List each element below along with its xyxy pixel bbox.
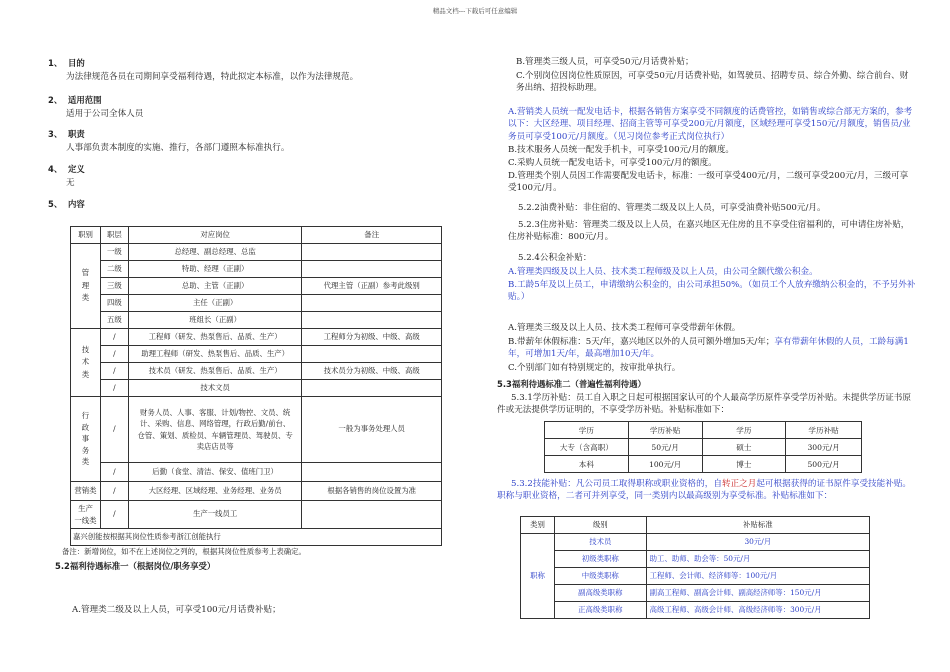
skill-amount: 助工、助师、助会等：50元/月 [646,551,869,568]
table-row [71,397,442,463]
fuel-allowance: 5.2.2油费补贴：非住宿的、管理类二级及以上人员，可享受油费补贴500元/月。 [518,203,826,213]
header-cell: 学历补贴 [786,422,862,439]
skill-amount: 30元/月 [646,534,869,551]
leave-b-line [508,336,916,361]
fund-b-line: B.工龄5年及以上员工，申请缴纳公积金的，由公司承担50%。（如员工个人放弃缴纳公积金的，不予另外补贴。） [508,280,916,303]
section-4-body: 无 [66,178,75,188]
edu-allowance-text: 5.3.1学历补贴：员工自入职之日起可根据国家认可的个人最高学历原件享受学历补贴。未提供学历证书原件或无法提供学历证明的，不享受学历补贴。补贴标准如下： [497,393,911,416]
table-row [521,585,870,602]
level-cell: / [100,329,128,346]
fund-title: 5.2.4公积金补贴： [518,253,592,263]
edu-header-row [545,422,862,439]
header-cell: 对应岗位 [128,227,302,244]
housing-allowance: 5.2.3住房补贴：管理类二级及以上人员，在嘉兴地区无住房的且不享受住宿福利的，可申请住房补贴，住房补贴标准：800元/月。 [508,220,910,243]
table-footer: 嘉兴创能按根据其岗位性质参考浙江创能执行 [71,529,442,546]
group-label-management: 管 理 类 [71,244,101,329]
leave-b-blue-text: 享有带薪年休假的人员，工龄每满1年，可增加1天/年，最高增加10天/年。 [508,337,909,360]
skill-header-row [521,517,870,534]
group-label-admin: 行 政 事 务 类 [71,397,101,482]
level-cell: / [100,380,128,397]
post-cell: 技术文员 [128,380,302,397]
leave-c-line: C.个别部门如有特别规定的，按审批单执行。 [508,363,681,373]
skill-level: 正高级类职称 [554,602,646,619]
table-row [71,312,442,329]
phone-d2-line: D.管理类个别人员因工作需要配发电话卡，标准：一级可享受400元/月，二级可享受200元/月，三级可享受100元/月。 [508,171,909,194]
level-cell: / [100,346,128,363]
leave-b-text: B.带薪年休假标准：5天/年，嘉兴地区以外的人员可额外增加5天/年； [508,337,775,347]
group-label-production: 生产 一线类 [71,501,101,529]
table-row [545,456,862,473]
table-row [71,346,442,363]
note-cell [302,261,442,278]
note-cell [302,463,442,482]
level-cell: / [100,363,128,380]
level-cell: / [100,397,128,463]
section-5-title: 5、 内容 [48,199,85,209]
phone-c-line: C.个别岗位因岗位性质原因，可享受50元/月话费补贴，如驾驶员、招聘专员、综合外勤、综合前台、财务出纳、招投标助理。 [516,71,909,94]
post-cell: 大区经理、区域经理、业务经理、业务员 [128,482,302,501]
post-cell: 主任（正副） [128,295,302,312]
header-cell: 备注 [302,227,442,244]
section-1-body: 为法律规范各员在司期间享受福利待遇，特此拟定本标准，以作为法律规范。 [66,72,359,82]
level-cell: 一级 [100,244,128,261]
section-3-body: 人事部负责本制度的实施、推行，各部门遵照本标准执行。 [66,143,290,153]
phone-c2-line: C.采购人员统一配发电话卡，可享受100元/月的额度。 [508,158,717,168]
post-cell: 助理工程师（研发、热泵售后、品质、生产） [128,346,302,363]
note-cell [302,312,442,329]
fund-a-line: A.管理类四级及以上人员、技术类工程师级及以上人员，由公司全额代缴公积金。 [508,267,818,277]
note-cell [302,295,442,312]
level-cell: / [100,501,128,529]
post-cell: 总助、主管（正副） [128,278,302,295]
table-row [71,244,442,261]
post-cell: 工程师（研发、热泵售后、品质、生产） [128,329,302,346]
table-header-row [71,227,442,244]
section-1-title: 1、 目的 [48,58,85,68]
table-row [521,568,870,585]
group-label-marketing: 营销类 [71,482,101,501]
level-cell: 二级 [100,261,128,278]
marketing-phone-block: A.营销类人员统一配发电话卡，根据各销售方案享受不同额度的话费管控，如销售或综合部无方案的，参考以下：大区经理、项目经理、招商主管等可享受200元/月额度，区域经理可享受150元/月额度，销售员/业务员可享受100元/月额度。（见习岗位参考正式岗位执行） [508,107,913,142]
section-2-body: 适用于公司全体人员 [66,109,144,119]
edu-cell: 100元/月 [628,456,702,473]
phone-b2-line: B.技术服务人员统一配发手机卡，可享受100元/月的额度。 [508,145,735,155]
header-cell: 级别 [554,517,646,534]
skill-text-1: 5.3.2技能补贴：凡公司员工取得职称或职业资格的，自 [511,479,722,489]
table-row [71,295,442,312]
post-cell: 特助、经理（正副） [128,261,302,278]
skill-text-2: 起可根据获得的证书原件享受技能补贴。职称与职业资格，二者可并列享受，同一类别内以最高级别为享受标准。补贴标准如下： [497,479,912,502]
level-cell: 四级 [100,295,128,312]
level-cell: / [100,463,128,482]
s52-a-line: A.管理类二级及以上人员，可享受100元/月话费补贴； [72,605,281,615]
header-cell: 学历补贴 [628,422,702,439]
level-cell: 五级 [100,312,128,329]
post-cell: 后勤（食堂、清洁、保安、值班门卫） [128,463,302,482]
position-table [70,226,442,546]
edu-cell: 500元/月 [786,456,862,473]
skill-category: 职称 [521,534,555,619]
page-header: 精品文档---下载后可任意编辑 [432,7,518,15]
note-cell [302,346,442,363]
edu-cell: 50元/月 [628,439,702,456]
header-cell: 补贴标准 [646,517,869,534]
note-cell: 根据各销售的岗位设置为准 [302,482,442,501]
skill-level: 副高级类职称 [554,585,646,602]
post-cell: 技术员（研发、热泵售后、品质、生产） [128,363,302,380]
skill-level: 中级类职称 [554,568,646,585]
note-cell: 技术员分为初级、中级、高级 [302,363,442,380]
post-cell: 班组长（正副） [128,312,302,329]
post-cell: 总经理、副总经理、总监 [128,244,302,261]
table-row [71,278,442,295]
note-cell [302,380,442,397]
skill-amount: 高级工程师、高级会计师、高级经济师等：300元/月 [646,602,869,619]
level-cell: / [100,482,128,501]
header-cell: 学历 [545,422,629,439]
section-5-2-title: 5.2福利待遇标准一（根据岗位/职务享受） [55,561,216,571]
skill-level: 技术员 [554,534,646,551]
header-cell: 职别 [71,227,101,244]
edu-table [544,421,862,473]
note-cell [302,501,442,529]
note-cell: 代理主管（正副）参考此级别 [302,278,442,295]
note-cell [302,244,442,261]
table-row [71,501,442,529]
edu-cell: 硕士 [702,439,786,456]
table-footer-row [71,529,442,546]
skill-level: 初级类职称 [554,551,646,568]
table-note: 备注：新增岗位，如不在上述岗位之列的，根据其岗位性质参考上表确定。 [62,547,306,556]
skill-text-red: 转正之月 [721,479,757,489]
header-cell: 学历 [702,422,786,439]
table-row [545,439,862,456]
header-cell: 类别 [521,517,555,534]
section-2-title: 2、 适用范围 [48,95,102,105]
section-5-3-title: 5.3福利待遇标准二（普遍性福利待遇） [497,379,646,389]
table-row [71,329,442,346]
skill-table [520,516,870,619]
table-row [71,482,442,501]
level-cell: 三级 [100,278,128,295]
table-row [521,602,870,619]
table-row [71,363,442,380]
table-row [521,551,870,568]
table-row [521,534,870,551]
section-4-title: 4、 定义 [48,164,85,174]
table-row [71,380,442,397]
table-row [71,261,442,278]
edu-cell: 大专（含高职） [545,439,629,456]
skill-amount: 副高工程师、副高会计师、副高经济师等：150元/月 [646,585,869,602]
post-cell: 生产一线员工 [128,501,302,529]
note-cell: 一般为事务处理人员 [302,397,442,463]
edu-cell: 300元/月 [786,439,862,456]
section-3-title: 3、 职责 [48,129,85,139]
skill-amount: 工程师、会计师、经济师等：100元/月 [646,568,869,585]
leave-a-line: A.管理类三级及以上人员、技术类工程师可享受带薪年休假。 [508,323,741,333]
phone-b-line: B.管理类三级人员，可享受50元/月话费补贴； [516,57,694,67]
edu-cell: 博士 [702,456,786,473]
note-cell: 工程师分为初级、中级、高级 [302,329,442,346]
skill-allowance-text [497,478,917,503]
post-cell: 财务人员、人事、客服、计划/物控、文员、统计、采购、信息、网络管理，行政后勤/前台、仓管、策划、质检员、车辆管理员、驾驶员、专卖店店员等 [128,397,302,463]
edu-cell: 本科 [545,456,629,473]
header-cell: 职层 [100,227,128,244]
table-row [71,463,442,482]
group-label-technical: 技 术 类 [71,329,101,397]
